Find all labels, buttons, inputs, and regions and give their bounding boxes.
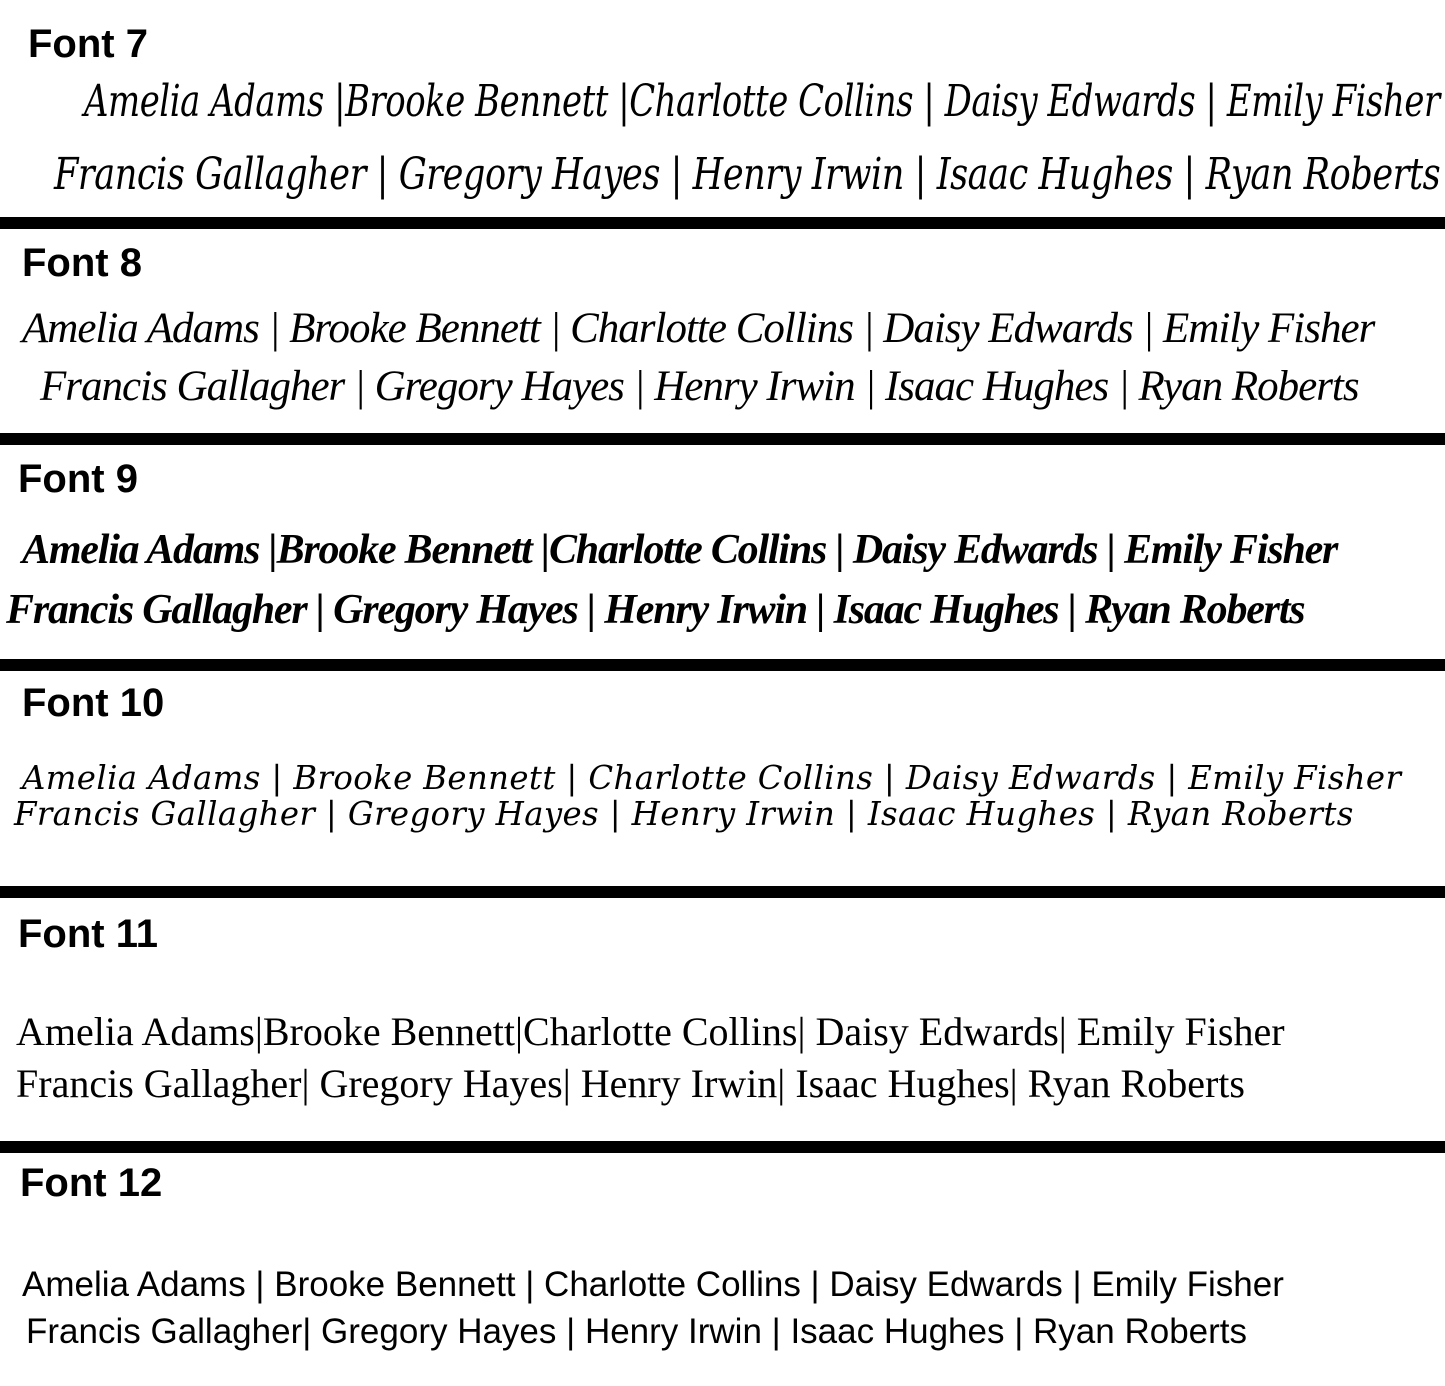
font-9-names-line-1: Amelia Adams |Brooke Bennett |Charlotte Collins | Daisy Edwards | Emily Fisher (22, 527, 1338, 573)
font-10-title: Font 10 (22, 681, 165, 725)
font-9-title: Font 9 (18, 457, 138, 501)
font-10-names-line-1: Amelia Adams | Brooke Bennett | Charlotte Collins | Daisy Edwards | Emily Fisher (22, 758, 1402, 797)
font-12-section (0, 1153, 1445, 1386)
font-10-section (0, 671, 1445, 884)
font-11-names-line-2: Francis Gallagher| Gregory Hayes| Henry Irwin| Isaac Hughes| Ryan Roberts (16, 1061, 1245, 1106)
font-8-names-line-2: Francis Gallagher | Gregory Hayes | Henry Irwin | Isaac Hughes | Ryan Roberts (40, 363, 1359, 410)
font-9-section (0, 445, 1445, 659)
font-7-names-line-1: Amelia Adams |Brooke Bennett |Charlotte Collins | Daisy Edwards | Emily Fisher (84, 75, 1440, 127)
font-11-section (0, 898, 1445, 1140)
font-11-names-line-1: Amelia Adams|Brooke Bennett|Charlotte Collins| Daisy Edwards| Emily Fisher (16, 1009, 1285, 1054)
font-7-title: Font 7 (28, 22, 148, 66)
section-divider (0, 433, 1445, 445)
font-7-section (0, 0, 1445, 216)
font-8-title: Font 8 (22, 241, 142, 285)
section-divider (0, 1141, 1445, 1153)
font-12-names-line-2: Francis Gallagher| Gregory Hayes | Henry Irwin | Isaac Hughes | Ryan Roberts (26, 1312, 1248, 1351)
font-12-names-line-1: Amelia Adams | Brooke Bennett | Charlotte Collins | Daisy Edwards | Emily Fisher (22, 1265, 1284, 1304)
font-10-names-line-2: Francis Gallagher | Gregory Hayes | Henry Irwin | Isaac Hughes | Ryan Roberts (14, 794, 1354, 833)
font-8-section (0, 229, 1445, 432)
font-7-names-line-2: Francis Gallagher | Gregory Hayes | Henry Irwin | Isaac Hughes | Ryan Roberts (54, 148, 1441, 200)
section-divider (0, 659, 1445, 671)
font-12-title: Font 12 (20, 1161, 163, 1205)
font-11-title: Font 11 (18, 912, 159, 956)
font-9-names-line-2: Francis Gallagher | Gregory Hayes | Henry Irwin | Isaac Hughes | Ryan Roberts (6, 587, 1305, 633)
font-8-names-line-1: Amelia Adams | Brooke Bennett | Charlotte Collins | Daisy Edwards | Emily Fisher (22, 305, 1375, 352)
section-divider (0, 217, 1445, 229)
section-divider (0, 886, 1445, 898)
